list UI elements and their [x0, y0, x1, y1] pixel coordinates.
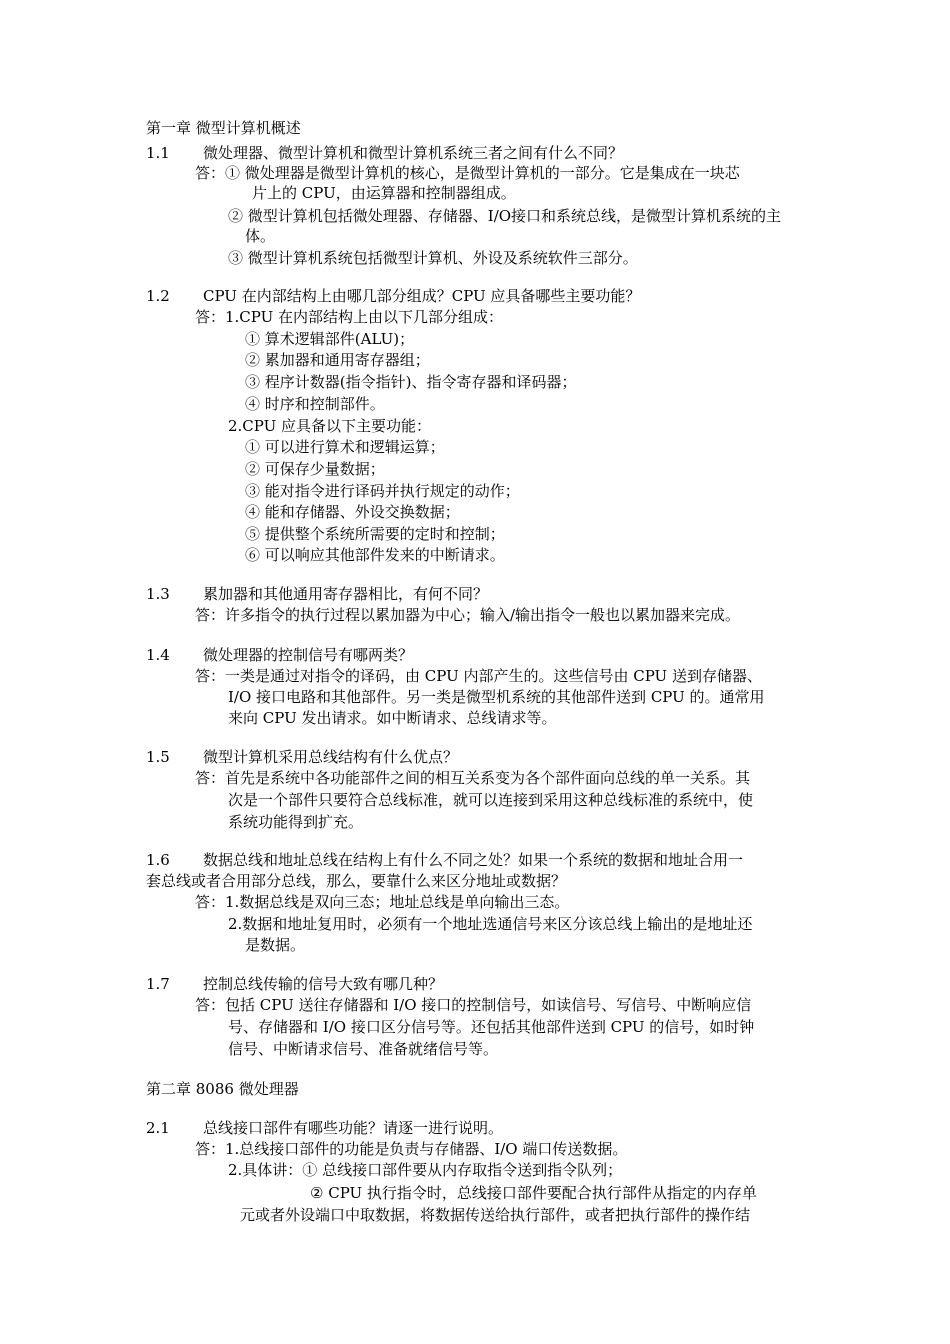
text-line: 来向 CPU 发出请求。如中断请求、总线请求等。 — [228, 709, 557, 727]
text-line: 累加器和其他通用寄存器相比，有何不同？ — [203, 585, 489, 603]
text-line: 答：许多指令的执行过程以累加器为中心；输入/输出指令一般也以累加器来完成。 — [195, 606, 741, 624]
text-line: ③ 能对指令进行译码并执行规定的动作； — [245, 482, 520, 500]
text-line: 1.1 — [146, 144, 170, 162]
text-line: ③ 微型计算机系统包括微型计算机、外设及系统软件三部分。 — [228, 249, 638, 267]
text-line: ② 累加器和通用寄存器组； — [245, 351, 430, 369]
text-line: 体。 — [245, 227, 276, 245]
text-line: 1.2 — [146, 287, 170, 305]
text-line: 微处理器的控制信号有哪两类？ — [203, 646, 414, 664]
text-line: 元或者外设端口中取数据，将数据传送给执行部件，或者把执行部件的操作结 — [240, 1206, 751, 1224]
text-line: ④ 能和存储器、外设交换数据； — [245, 503, 460, 521]
text-line: CPU 在内部结构上由哪几部分组成？CPU 应具备哪些主要功能？ — [203, 287, 641, 305]
text-line: ⑥ 可以响应其他部件发来的中断请求。 — [245, 546, 505, 564]
text-line: 第二章 8086 微处理器 — [146, 1080, 299, 1098]
text-line: ① 可以进行算术和逻辑运算； — [245, 438, 445, 456]
text-line: ⑤ 提供整个系统所需要的定时和控制； — [245, 525, 505, 543]
text-line: I/O 接口电路和其他部件。另一类是微型机系统的其他部件送到 CPU 的。通常用 — [228, 688, 765, 706]
text-line: 答：1.CPU 在内部结构上由以下几部分组成： — [195, 308, 504, 326]
text-line: 套总线或者合用部分总线，那么，要靠什么来区分地址或数据？ — [146, 872, 567, 890]
text-line: 片上的 CPU，由运算器和控制器组成。 — [252, 184, 516, 202]
text-line: 答：首先是系统中各功能部件之间的相互关系变为各个部件面向总线的单一关系。其 — [195, 769, 751, 787]
text-line: 控制总线传输的信号大致有哪几种？ — [203, 975, 444, 993]
text-line: 2.1 — [146, 1119, 170, 1137]
text-line: 1.5 — [146, 748, 170, 766]
text-line: 微型计算机采用总线结构有什么优点？ — [203, 748, 459, 766]
text-line: 1.4 — [146, 646, 170, 664]
text-line: 次是一个部件只要符合总线标准，就可以连接到采用这种总线标准的系统中，使 — [228, 791, 754, 809]
text-line: 答：1.数据总线是双向三态；地址总线是单向输出三态。 — [195, 893, 570, 911]
text-line: 1.6 — [146, 851, 170, 869]
text-line: 系统功能得到扩充。 — [228, 813, 364, 831]
text-line: 总线接口部件有哪些功能？请逐一进行说明。 — [203, 1119, 504, 1137]
text-line: ③ 程序计数器(指令指针)、指令寄存器和译码器； — [245, 373, 577, 391]
text-line: ④ 时序和控制部件。 — [245, 395, 385, 413]
text-line: ① 算术逻辑部件(ALU)； — [245, 330, 415, 348]
text-line: 微处理器、微型计算机和微型计算机系统三者之间有什么不同？ — [203, 144, 624, 162]
text-line: 答：一类是通过对指令的译码，由 CPU 内部产生的。这些信号由 CPU 送到存储器、 — [195, 667, 762, 685]
text-line: 第一章 微型计算机概述 — [146, 119, 301, 137]
text-line: 答：1.总线接口部件的功能是负责与存储器、I/O 端口传送数据。 — [195, 1140, 628, 1158]
text-line: ② 可保存少量数据； — [245, 460, 385, 478]
text-line: 是数据。 — [245, 936, 306, 954]
text-line: ② 微型计算机包括微处理器、存储器、I/O接口和系统总线，是微型计算机系统的主 — [228, 207, 782, 225]
text-line: 答：① 微处理器是微型计算机的核心，是微型计算机的一部分。它是集成在一块芯 — [195, 164, 740, 182]
text-line: 2.CPU 应具备以下主要功能： — [228, 417, 432, 435]
text-line: 数据总线和地址总线在结构上有什么不同之处？如果一个系统的数据和地址合用一 — [203, 851, 744, 869]
text-line: 1.7 — [146, 975, 170, 993]
text-line: 信号、中断请求信号、准备就绪信号等。 — [228, 1040, 499, 1058]
text-line: 号、存储器和 I/O 接口区分信号等。还包括其他部件送到 CPU 的信号，如时钟 — [228, 1018, 755, 1036]
text-line: 2.数据和地址复用时，必须有一个地址选通信号来区分该总线上输出的是地址还 — [228, 915, 753, 933]
text-line: 1.3 — [146, 585, 170, 603]
text-line: 2.具体讲：① 总线接口部件要从内存取指令送到指令队列； — [228, 1161, 623, 1179]
text-line: ② CPU 执行指令时，总线接口部件要配合执行部件从指定的内存单 — [310, 1184, 757, 1202]
text-line: 答：包括 CPU 送往存储器和 I/O 接口的控制信号，如读信号、写信号、中断响应信 — [195, 996, 752, 1014]
